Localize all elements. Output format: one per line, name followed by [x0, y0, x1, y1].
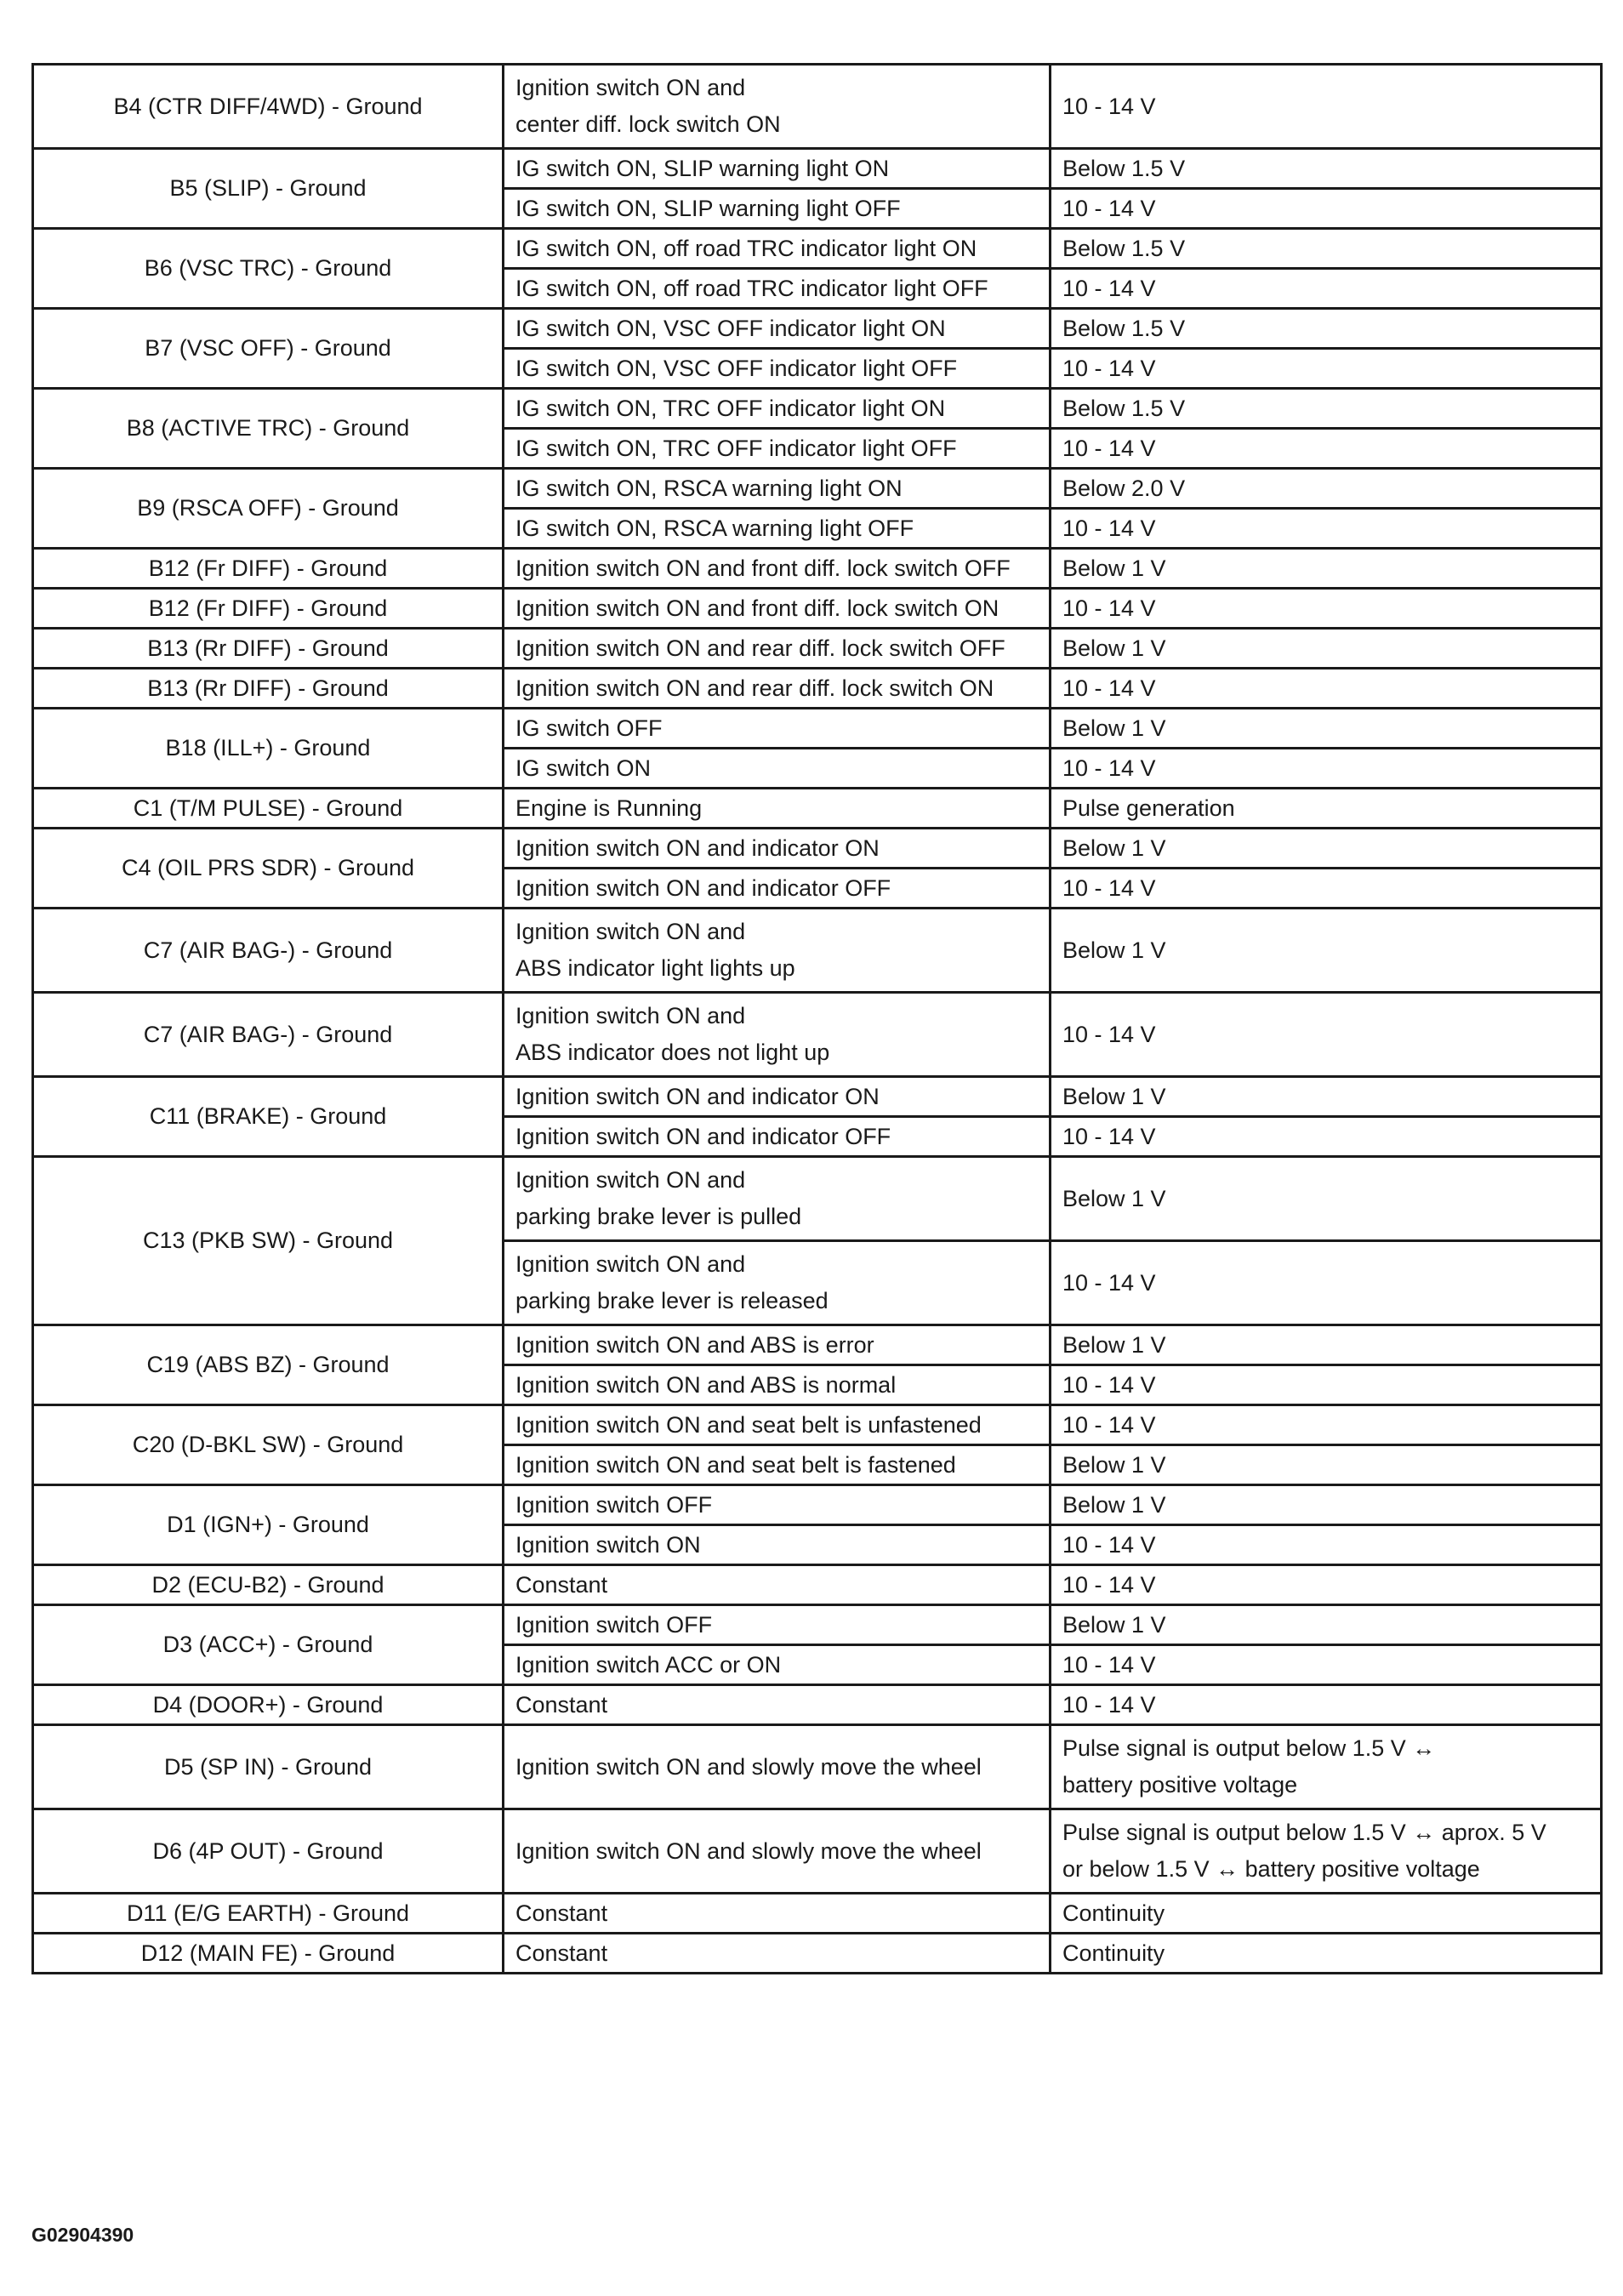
table-row — [33, 1325, 1602, 1365]
condition-cell — [504, 149, 1051, 189]
cell-line: IG switch ON — [515, 755, 652, 781]
cell-line: 10 - 14 V — [1062, 1531, 1156, 1558]
spec-cell — [1051, 189, 1602, 229]
condition-cell — [504, 1809, 1051, 1894]
cell-line: 10 - 14 V — [1062, 1123, 1156, 1149]
condition-cell — [504, 1325, 1051, 1365]
table-row — [33, 1157, 1602, 1241]
condition-cell — [504, 1525, 1051, 1565]
cell-line: 10 - 14 V — [1062, 515, 1156, 541]
condition-cell — [504, 1365, 1051, 1405]
condition-cell — [504, 1077, 1051, 1117]
spec-cell — [1051, 549, 1602, 589]
table-row — [33, 829, 1602, 869]
cell-line: Below 1 V — [1062, 635, 1166, 661]
condition-cell — [504, 1645, 1051, 1685]
spec-cell — [1051, 429, 1602, 469]
condition-cell — [504, 1445, 1051, 1485]
cell-line: Below 1.5 V — [1062, 315, 1186, 341]
table-row — [33, 549, 1602, 589]
cell-line: Below 1 V — [1062, 1451, 1166, 1478]
cell-line: Constant — [515, 1571, 608, 1598]
cell-line: IG switch ON, VSC OFF indicator light ON — [515, 315, 946, 341]
cell-line: Below 2.0 V — [1062, 475, 1186, 501]
cell-line: Below 1.5 V — [1062, 395, 1186, 421]
cell-line: Below 1 V — [1062, 937, 1166, 963]
cell-line: Below 1 V — [1062, 1185, 1166, 1211]
cell-line: 10 - 14 V — [1062, 1411, 1156, 1438]
condition-cell — [504, 1725, 1051, 1809]
terminal-cell: B12 (Fr DIFF) - Ground — [33, 549, 504, 589]
cell-line: Constant — [515, 1900, 608, 1926]
cell-line: Ignition switch ON and rear diff. lock switch OFF — [515, 635, 1005, 661]
spec-cell — [1051, 65, 1602, 149]
terminal-cell: D12 (MAIN FE) - Ground — [33, 1934, 504, 1974]
cell-line: Below 1.5 V — [1062, 155, 1186, 181]
condition-cell — [504, 269, 1051, 309]
cell-line: Ignition switch OFF — [515, 1611, 713, 1638]
condition-cell — [504, 669, 1051, 709]
condition-cell — [504, 829, 1051, 869]
cell-line: Ignition switch ON and rear diff. lock switch ON — [515, 675, 994, 701]
spec-cell — [1051, 1117, 1602, 1157]
table-row — [33, 1077, 1602, 1117]
cell-line: Below 1 V — [1062, 555, 1166, 581]
terminal-cell: D4 (DOOR+) - Ground — [33, 1685, 504, 1725]
spec-cell — [1051, 669, 1602, 709]
cell-line: Ignition switch ON and front diff. lock switch OFF — [515, 555, 1011, 581]
table-row — [33, 669, 1602, 709]
spec-cell — [1051, 909, 1602, 993]
terminal-cell: C7 (AIR BAG-) - Ground — [33, 993, 504, 1077]
cell-line: Pulse signal is output below 1.5 V ↔ — [1062, 1735, 1436, 1761]
table-row — [33, 993, 1602, 1077]
cell-line: Ignition switch ON and front diff. lock switch ON — [515, 595, 999, 621]
condition-cell — [504, 1157, 1051, 1241]
condition-cell — [504, 629, 1051, 669]
table-row — [33, 909, 1602, 993]
cell-line: 10 - 14 V — [1062, 1571, 1156, 1598]
condition-cell — [504, 1405, 1051, 1445]
cell-line: or below 1.5 V ↔ battery positive voltage — [1062, 1856, 1480, 1882]
terminal-cell: D3 (ACC+) - Ground — [33, 1605, 504, 1685]
cell-line: Below 1 V — [1062, 715, 1166, 741]
cell-line: parking brake lever is released — [515, 1288, 829, 1313]
spec-cell — [1051, 269, 1602, 309]
table-row — [33, 1685, 1602, 1725]
condition-cell — [504, 789, 1051, 829]
terminal-cell: B7 (VSC OFF) - Ground — [33, 309, 504, 389]
spec-cell — [1051, 589, 1602, 629]
spec-cell — [1051, 309, 1602, 349]
cell-line: Below 1.5 V — [1062, 235, 1186, 261]
cell-line: IG switch ON, TRC OFF indicator light OFF — [515, 435, 957, 461]
terminal-cell: D2 (ECU-B2) - Ground — [33, 1565, 504, 1605]
cell-line: Ignition switch ON and indicator OFF — [515, 875, 891, 901]
cell-line: Below 1 V — [1062, 1611, 1166, 1638]
terminal-cell: B8 (ACTIVE TRC) - Ground — [33, 389, 504, 469]
spec-cell — [1051, 349, 1602, 389]
cell-line: IG switch ON, off road TRC indicator light ON — [515, 235, 977, 261]
table-row — [33, 589, 1602, 629]
spec-cell — [1051, 389, 1602, 429]
cell-line: 10 - 14 V — [1062, 875, 1156, 901]
terminal-cell: B12 (Fr DIFF) - Ground — [33, 589, 504, 629]
cell-line: 10 - 14 V — [1062, 1021, 1156, 1047]
table-row — [33, 309, 1602, 349]
cell-line: 10 - 14 V — [1062, 93, 1156, 119]
cell-line: Ignition switch ON and slowly move the wheel — [515, 1837, 982, 1864]
table-row — [33, 1934, 1602, 1974]
spec-cell — [1051, 1445, 1602, 1485]
cell-line: Pulse signal is output below 1.5 V ↔ aprox. 5 V — [1062, 1820, 1546, 1845]
cell-line: Ignition switch ON and ABS is error — [515, 1331, 874, 1358]
cell-line: Ignition switch ACC or ON — [515, 1651, 782, 1678]
cell-line: ABS indicator does not light up — [515, 1040, 830, 1065]
condition-cell — [504, 65, 1051, 149]
terminal-cell: B5 (SLIP) - Ground — [33, 149, 504, 229]
cell-line: IG switch ON, SLIP warning light OFF — [515, 195, 901, 221]
cell-line: Ignition switch ON and — [515, 1251, 746, 1277]
condition-cell — [504, 229, 1051, 269]
cell-line: IG switch ON, TRC OFF indicator light ON — [515, 395, 946, 421]
table-row — [33, 149, 1602, 189]
cell-line: Ignition switch ON and indicator ON — [515, 835, 880, 861]
cell-line: Ignition switch ON — [515, 1531, 701, 1558]
spec-cell — [1051, 1325, 1602, 1365]
spec-cell — [1051, 1157, 1602, 1241]
spec-cell — [1051, 993, 1602, 1077]
condition-cell — [504, 709, 1051, 749]
cell-line: 10 - 14 V — [1062, 755, 1156, 781]
terminal-cell: B6 (VSC TRC) - Ground — [33, 229, 504, 309]
cell-line: parking brake lever is pulled — [515, 1204, 802, 1229]
spec-cell — [1051, 829, 1602, 869]
terminal-cell: D6 (4P OUT) - Ground — [33, 1809, 504, 1894]
condition-cell — [504, 1605, 1051, 1645]
condition-cell — [504, 749, 1051, 789]
cell-line: 10 - 14 V — [1062, 1269, 1156, 1296]
table-row — [33, 1894, 1602, 1934]
cell-line: Continuity — [1062, 1940, 1165, 1966]
terminal-voltage-table — [31, 63, 1603, 1974]
cell-line: 10 - 14 V — [1062, 1691, 1156, 1718]
spec-cell — [1051, 1525, 1602, 1565]
condition-cell — [504, 589, 1051, 629]
spec-cell — [1051, 1241, 1602, 1325]
cell-line: Ignition switch ON and — [515, 919, 746, 944]
condition-cell — [504, 389, 1051, 429]
spec-cell — [1051, 469, 1602, 509]
cell-line: 10 - 14 V — [1062, 435, 1156, 461]
spec-cell — [1051, 1365, 1602, 1405]
cell-line: Ignition switch ON and seat belt is unfastened — [515, 1411, 982, 1438]
table-row — [33, 789, 1602, 829]
table-row — [33, 65, 1602, 149]
condition-cell — [504, 349, 1051, 389]
cell-line: ABS indicator light lights up — [515, 955, 795, 981]
cell-line: Ignition switch OFF — [515, 1491, 713, 1518]
table-row — [33, 389, 1602, 429]
cell-line: 10 - 14 V — [1062, 195, 1156, 221]
spec-cell — [1051, 749, 1602, 789]
spec-cell — [1051, 1405, 1602, 1445]
cell-line: IG switch ON, VSC OFF indicator light OFF — [515, 355, 958, 381]
cell-line: Ignition switch ON and ABS is normal — [515, 1371, 897, 1398]
condition-cell — [504, 1934, 1051, 1974]
table-row — [33, 1405, 1602, 1445]
table-row — [33, 629, 1602, 669]
spec-cell — [1051, 1809, 1602, 1894]
spec-cell — [1051, 509, 1602, 549]
condition-cell — [504, 509, 1051, 549]
terminal-cell: C4 (OIL PRS SDR) - Ground — [33, 829, 504, 909]
cell-line: Ignition switch ON and — [515, 1167, 746, 1193]
terminal-cell: C11 (BRAKE) - Ground — [33, 1077, 504, 1157]
condition-cell — [504, 1485, 1051, 1525]
terminal-cell: C13 (PKB SW) - Ground — [33, 1157, 504, 1325]
spec-cell — [1051, 709, 1602, 749]
spec-cell — [1051, 1685, 1602, 1725]
cell-line: battery positive voltage — [1062, 1772, 1298, 1797]
cell-line: IG switch ON, RSCA warning light OFF — [515, 515, 914, 541]
terminal-cell: D5 (SP IN) - Ground — [33, 1725, 504, 1809]
cell-line: Below 1 V — [1062, 835, 1166, 861]
terminal-cell: B18 (ILL+) - Ground — [33, 709, 504, 789]
terminal-cell: C7 (AIR BAG-) - Ground — [33, 909, 504, 993]
condition-cell — [504, 469, 1051, 509]
cell-line: IG switch OFF — [515, 715, 663, 741]
spec-cell — [1051, 1485, 1602, 1525]
cell-line: Below 1 V — [1062, 1083, 1166, 1109]
terminal-cell: C19 (ABS BZ) - Ground — [33, 1325, 504, 1405]
spec-cell — [1051, 629, 1602, 669]
spec-cell — [1051, 1605, 1602, 1645]
spec-cell — [1051, 1645, 1602, 1685]
table-row — [33, 1809, 1602, 1894]
cell-line: 10 - 14 V — [1062, 675, 1156, 701]
table-row — [33, 1725, 1602, 1809]
condition-cell — [504, 1894, 1051, 1934]
spec-cell — [1051, 1894, 1602, 1934]
cell-line: Below 1 V — [1062, 1491, 1166, 1518]
terminal-cell: B9 (RSCA OFF) - Ground — [33, 469, 504, 549]
spec-cell — [1051, 1725, 1602, 1809]
condition-cell — [504, 1685, 1051, 1725]
terminal-cell: C1 (T/M PULSE) - Ground — [33, 789, 504, 829]
table-row — [33, 1565, 1602, 1605]
spec-cell — [1051, 149, 1602, 189]
terminal-cell: B13 (Rr DIFF) - Ground — [33, 669, 504, 709]
terminal-cell: D11 (E/G EARTH) - Ground — [33, 1894, 504, 1934]
cell-line: 10 - 14 V — [1062, 275, 1156, 301]
cell-line: IG switch ON, off road TRC indicator light OFF — [515, 275, 988, 301]
terminal-cell: B4 (CTR DIFF/4WD) - Ground — [33, 65, 504, 149]
cell-line: Constant — [515, 1691, 608, 1718]
cell-line: Below 1 V — [1062, 1331, 1166, 1358]
cell-line: Ignition switch ON and — [515, 75, 746, 100]
condition-cell — [504, 909, 1051, 993]
cell-line: Constant — [515, 1940, 608, 1966]
table-row — [33, 1605, 1602, 1645]
cell-line: Ignition switch ON and seat belt is fastened — [515, 1451, 956, 1478]
spec-cell — [1051, 869, 1602, 909]
table-row — [33, 229, 1602, 269]
condition-cell — [504, 1565, 1051, 1605]
figure-code: G02904390 — [31, 2224, 134, 2246]
table-row — [33, 469, 1602, 509]
cell-line: IG switch ON, SLIP warning light ON — [515, 155, 890, 181]
table-row — [33, 1485, 1602, 1525]
condition-cell — [504, 1117, 1051, 1157]
condition-cell — [504, 429, 1051, 469]
cell-line: Ignition switch ON and indicator ON — [515, 1083, 880, 1109]
condition-cell — [504, 993, 1051, 1077]
condition-cell — [504, 189, 1051, 229]
cell-line: Continuity — [1062, 1900, 1165, 1926]
cell-line: center diff. lock switch ON — [515, 111, 781, 137]
spec-cell — [1051, 789, 1602, 829]
cell-line: Engine is Running — [515, 795, 703, 821]
terminal-cell: C20 (D-BKL SW) - Ground — [33, 1405, 504, 1485]
cell-line: 10 - 14 V — [1062, 1651, 1156, 1678]
condition-cell — [504, 869, 1051, 909]
cell-line: 10 - 14 V — [1062, 595, 1156, 621]
spec-cell — [1051, 229, 1602, 269]
cell-line: 10 - 14 V — [1062, 1371, 1156, 1398]
spec-cell — [1051, 1934, 1602, 1974]
condition-cell — [504, 1241, 1051, 1325]
condition-cell — [504, 309, 1051, 349]
terminal-voltage-table-container — [31, 63, 1600, 2212]
cell-line: Ignition switch ON and — [515, 1003, 746, 1028]
terminal-cell: D1 (IGN+) - Ground — [33, 1485, 504, 1565]
cell-line: Ignition switch ON and slowly move the wheel — [515, 1753, 982, 1780]
spec-cell — [1051, 1077, 1602, 1117]
terminal-cell: B13 (Rr DIFF) - Ground — [33, 629, 504, 669]
cell-line: IG switch ON, RSCA warning light ON — [515, 475, 903, 501]
table-body — [33, 65, 1602, 1974]
condition-cell — [504, 549, 1051, 589]
cell-line: Ignition switch ON and indicator OFF — [515, 1123, 891, 1149]
cell-line: Pulse generation — [1062, 795, 1235, 821]
cell-line: 10 - 14 V — [1062, 355, 1156, 381]
table-row — [33, 709, 1602, 749]
spec-cell — [1051, 1565, 1602, 1605]
